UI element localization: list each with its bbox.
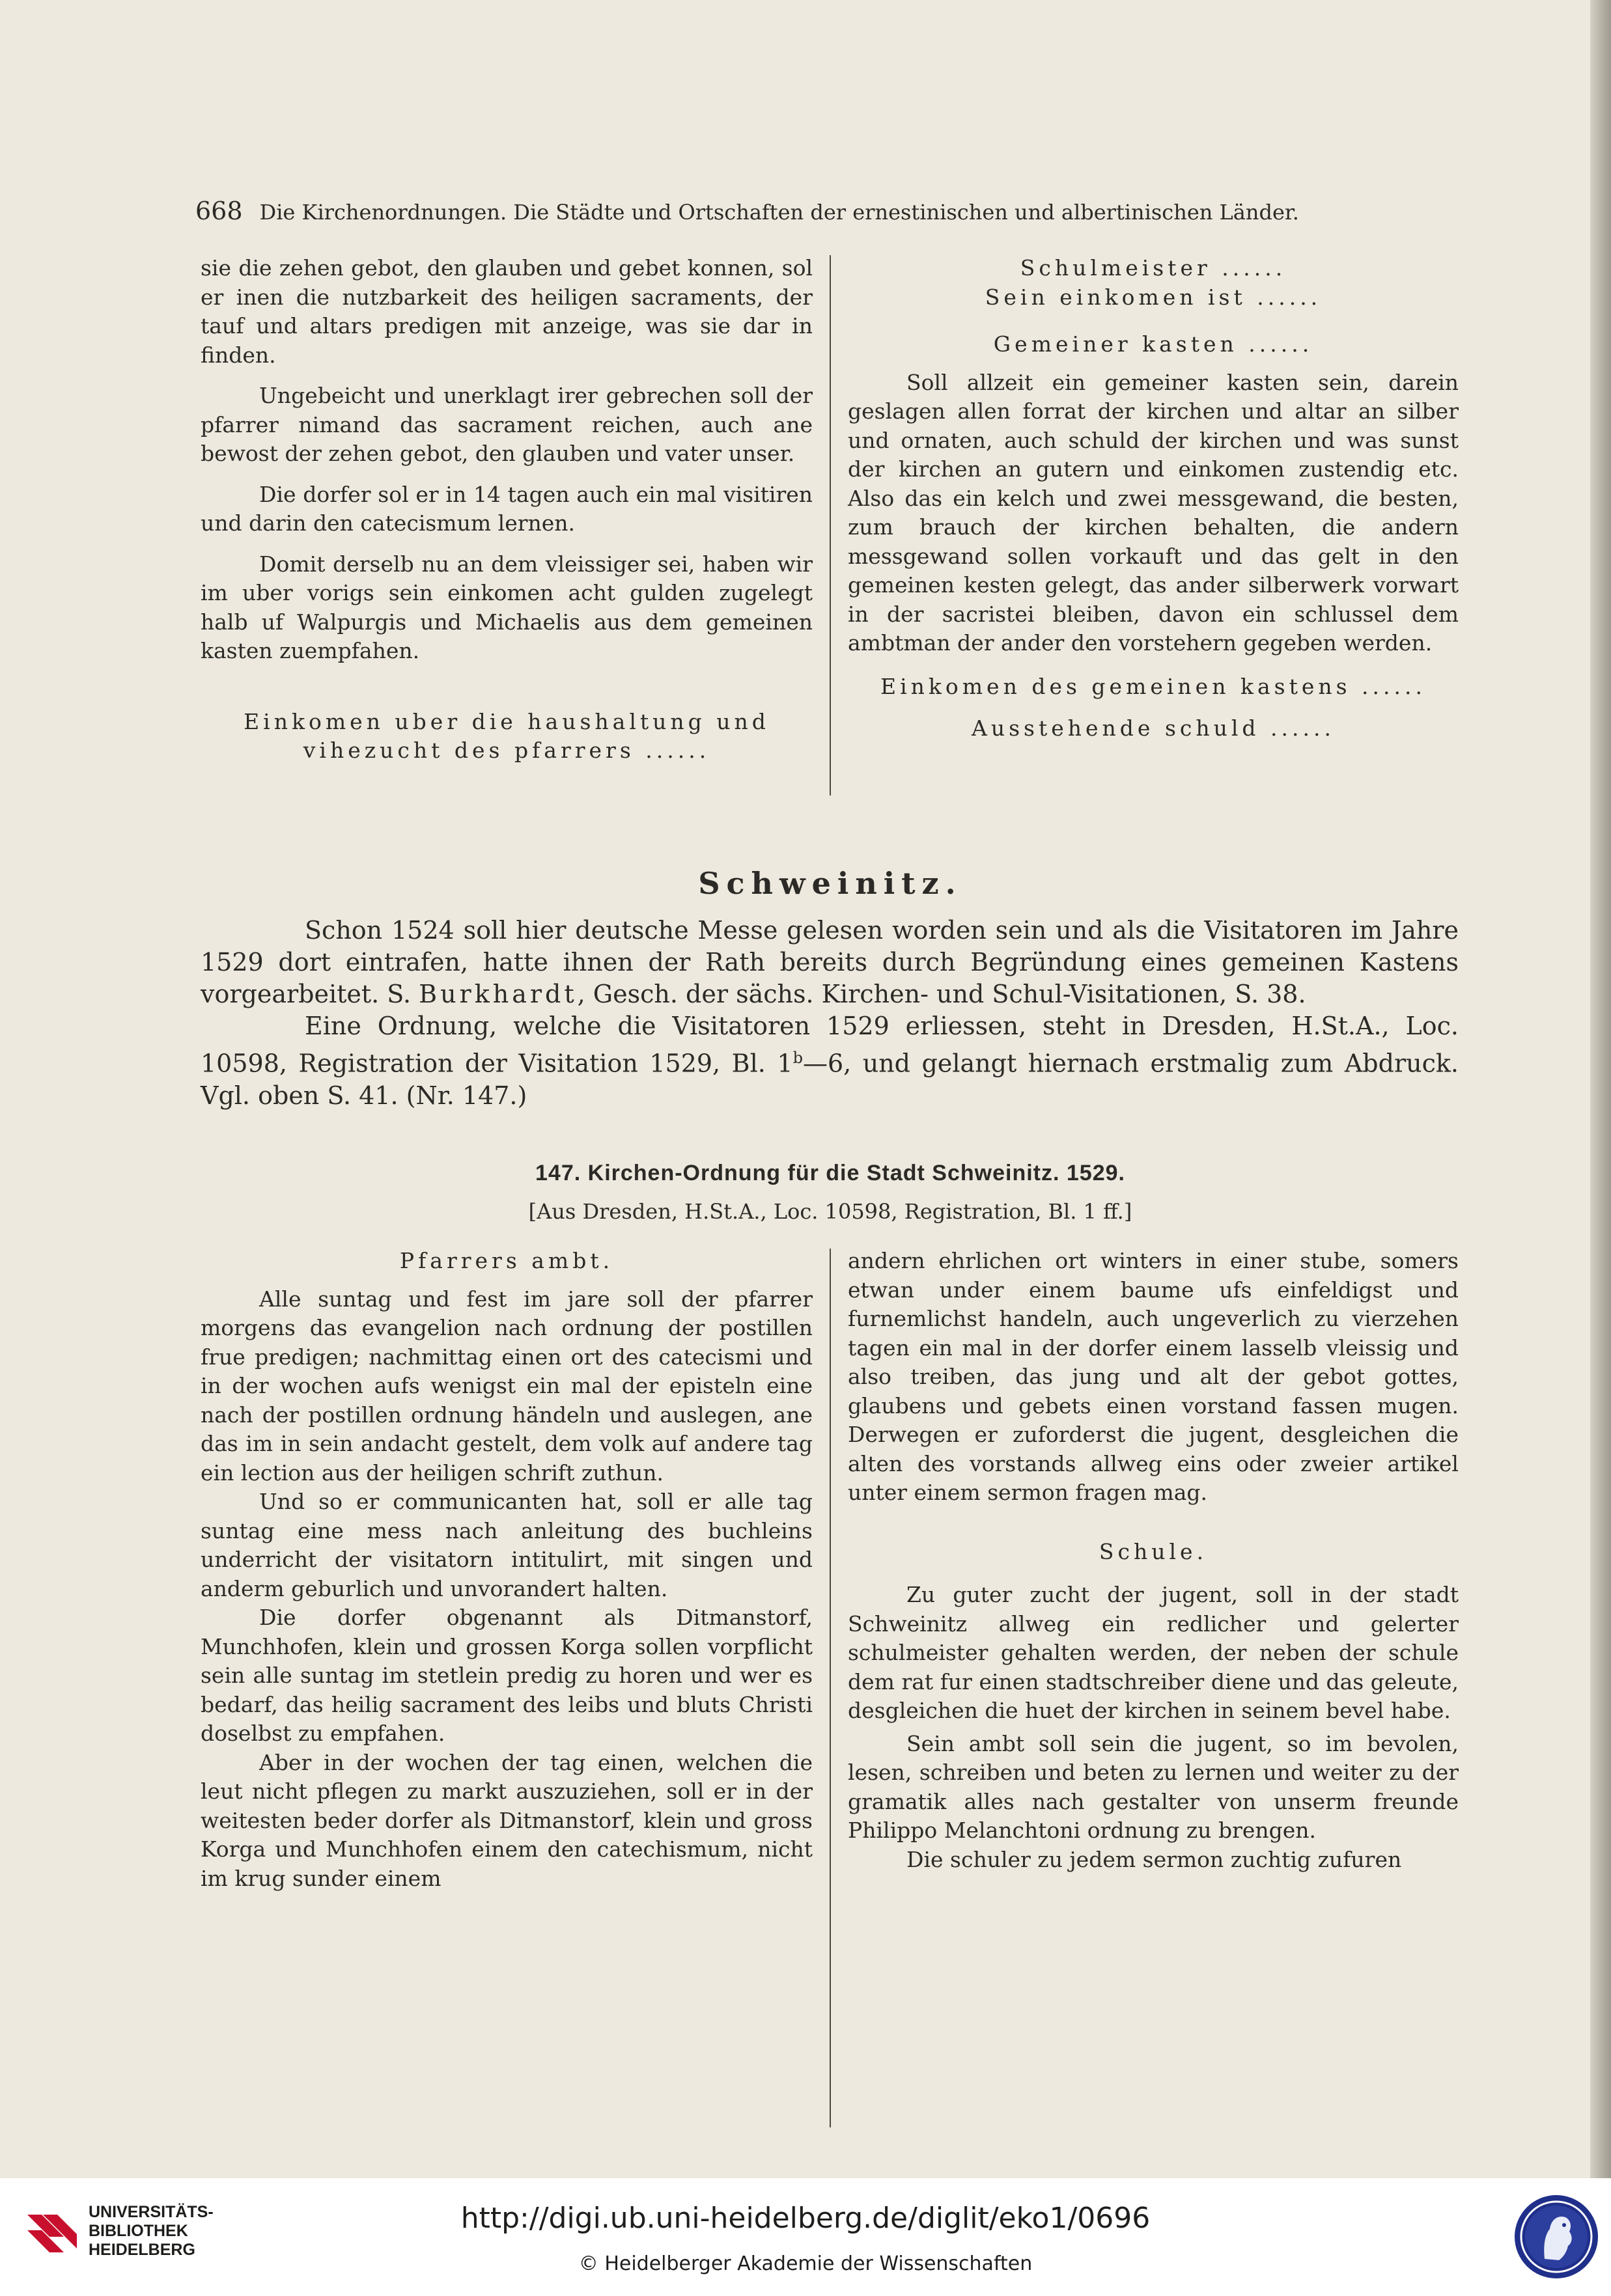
- bottom-left-column: [201, 1247, 813, 1893]
- intro-paragraph: Eine Ordnung, welche die Visitatoren 1529 erliessen, steht in Dresden, H.St.A., Loc. 10598, Registration der Visitation 1529, Bl. 1$^b$—6, und gelangt hiernach erstmalig zum Abdruck. Vgl. oben S. 41. (Nr. 147.): [201, 1012, 1459, 1110]
- paragraph: Aber in der wochen der tag einen, welchen die leut nicht pflegen zu markt auszuziehen, soll er in der weitesten beder dorfer als Ditmanstorf, klein und gross Korga und Munchhofen einem den catechismum, nicht im krug sunder einem: [201, 1749, 813, 1891]
- section-heading: Einkomen des gemeinen kastens ......: [880, 673, 1426, 699]
- bottom-right-column: [848, 1247, 1459, 1874]
- introduction: [201, 915, 1459, 1112]
- section-heading: Schulmeister ......: [1020, 255, 1287, 281]
- paragraph: sie die zehen gebot, den glauben und gebet konnen, sol er inen die nutzbarkeit des heiligen sacraments, der tauf und altars predigen mit anzeige, was sie dar in finden.: [201, 255, 813, 368]
- section-heading: Schule.: [1099, 1538, 1208, 1564]
- copyright-notice: © Heidelberger Akademie der Wissenschaften: [578, 2252, 1033, 2275]
- column-divider: [830, 255, 831, 795]
- paragraph: Die schuler zu jedem sermon zuchtig zufuren: [906, 1846, 1402, 1872]
- library-name: UNIVERSITÄTS- BIBLIOTHEK HEIDELBERG: [89, 2203, 214, 2259]
- intro-paragraph: Schon 1524 soll hier deutsche Messe gelesen worden sein und als die Visitatoren im Jahre 1529 dort eintrafen, hatte ihnen der Rath bereits durch Begründung eines gemeinen Kastens vorgearbeitet. S. Burkhardt, Gesch. der sächs. Kirchen- und Schul-Visitationen, S. 38.: [201, 916, 1459, 1008]
- section-heading: vihezucht des pfarrers ......: [303, 738, 710, 763]
- paragraph: Domit derselb nu an dem vleissiger sei, haben wir im uber vorigs sein einkomen acht gulden zugelegt halb uf Walpurgis und Michaelis aus dem gemeinen kasten zuempfahen.: [201, 551, 813, 663]
- paragraph: Ungebeicht und unerklagt irer gebrechen soll der pfarrer nimand das sacrament reichen, auch ane bewost der zehen gebot, den glauben und vater unser.: [201, 383, 813, 466]
- footer-bar: [0, 2178, 1611, 2296]
- section-heading: Einkomen uber die haushaltung und: [244, 708, 770, 734]
- running-head-title: Die Kirchenordnungen. Die Städte und Ortschaften der ernestinischen und albertinischen Länder.: [259, 200, 1299, 225]
- paragraph: Soll allzeit ein gemeiner kasten sein, darein geslagen allen forrat der kirchen und altar an silber und ornaten, auch schuld der kirchen und was sunst der kirchen an gutern und einkomen zustendig etc. Also das ein kelch und zwei messgewand, die besten, zum brauch der kirchen behalten, die andern messgewand sollen vorkauft und das gelt in den gemeinen kesten gelegt, das ander silberwerk vorwart in der sacristei bleiben, davon ein schlussel dem ambtman der ander den vorstehern gegeben werden.: [848, 369, 1459, 656]
- page-number: 668: [195, 197, 243, 225]
- paragraph: Zu guter zucht der jugent, soll in der stadt Schweinitz allweg ein redlicher und gelerter schulmeister gehalten werden, der neben der schule dem rat fur einen stadtschreiber diene und das geleute, desgleichen die huet der kirchen in seinem bevel habe.: [848, 1582, 1459, 1723]
- running-head: [195, 197, 1465, 225]
- permalink-url[interactable]: http://digi.ub.uni-heidelberg.de/diglit/eko1/0696: [460, 2202, 1151, 2235]
- academy-seal-icon: [1511, 2191, 1602, 2282]
- paragraph: Und so er communicanten hat, soll er alle tag suntag eine mess nach anleitung des buchleins underricht der visitatorn intitulirt, mit singen und anderm geburlich und unvorandert halten.: [201, 1489, 813, 1601]
- column-divider: [830, 1249, 831, 2127]
- paragraph: andern ehrlichen ort winters in einer stube, somers etwan under einem baume ufs einfeldigst und furnemlichst handeln, auch ungeverlich zu vierzehen tagen ein mal in der dorfer einem lasselb vleissig und also treiben, das jung und alt der gebot gottes, glaubens und gebets einen vorstand fassen mugen. Derwegen er zuforderst die jugent, desgleichen die alten des vorstands allweg eins oder zweier artikel unter einem sermon fragen mag.: [848, 1248, 1459, 1505]
- place-heading: Schweinitz.: [698, 866, 962, 901]
- section-heading: Gemeiner kasten ......: [993, 331, 1313, 357]
- document-title: 147. Kirchen-Ordnung für die Stadt Schweinitz. 1529.: [535, 1161, 1125, 1185]
- source-reference: [Aus Dresden, H.St.A., Loc. 10598, Registration, Bl. 1 ff.]: [528, 1199, 1132, 1224]
- top-left-column: [201, 254, 813, 766]
- page-edge-shadow: [1590, 0, 1611, 2178]
- paragraph: Alle suntag und fest im jare soll der pfarrer morgens das evangelion nach ordnung der postillen frue predigen; nachmittag einen ort des catecismi und in der wochen aufs wenigst ein mal der episteln eine nach der postillen ordnung händeln und auslegen, ane das im in sein andacht gestelt, dem volk auf andere tag ein lection aus der heiligen schrift zuthun.: [201, 1286, 813, 1486]
- paragraph: Die dorfer sol er in 14 tagen auch ein mal visitiren und darin den catecismum lernen.: [201, 481, 813, 536]
- paragraph: Die dorfer obgenannt als Ditmanstorf, Munchhofen, klein und grossen Korga sollen vorpflicht sein alle suntag im stetlein predig zu horen und wer es bedarf, das heilig sacrament des leibs und bluts Christi doselbst zu empfahen.: [201, 1605, 813, 1746]
- author-name: Burkhardt: [419, 980, 578, 1008]
- section-heading: Ausstehende schuld ......: [972, 715, 1335, 741]
- section-heading: Sein einkomen ist ......: [985, 284, 1322, 310]
- top-right-column: [848, 254, 1459, 743]
- paragraph: Sein ambt soll sein die jugent, so im bevolen, lesen, schreiben und beten zu lernen und weiter zu der gramatik alles nach gestalter von unserm freunde Philippo Melanchtoni ordnung zu brengen.: [848, 1730, 1459, 1843]
- section-heading: Pfarrers ambt.: [399, 1248, 614, 1273]
